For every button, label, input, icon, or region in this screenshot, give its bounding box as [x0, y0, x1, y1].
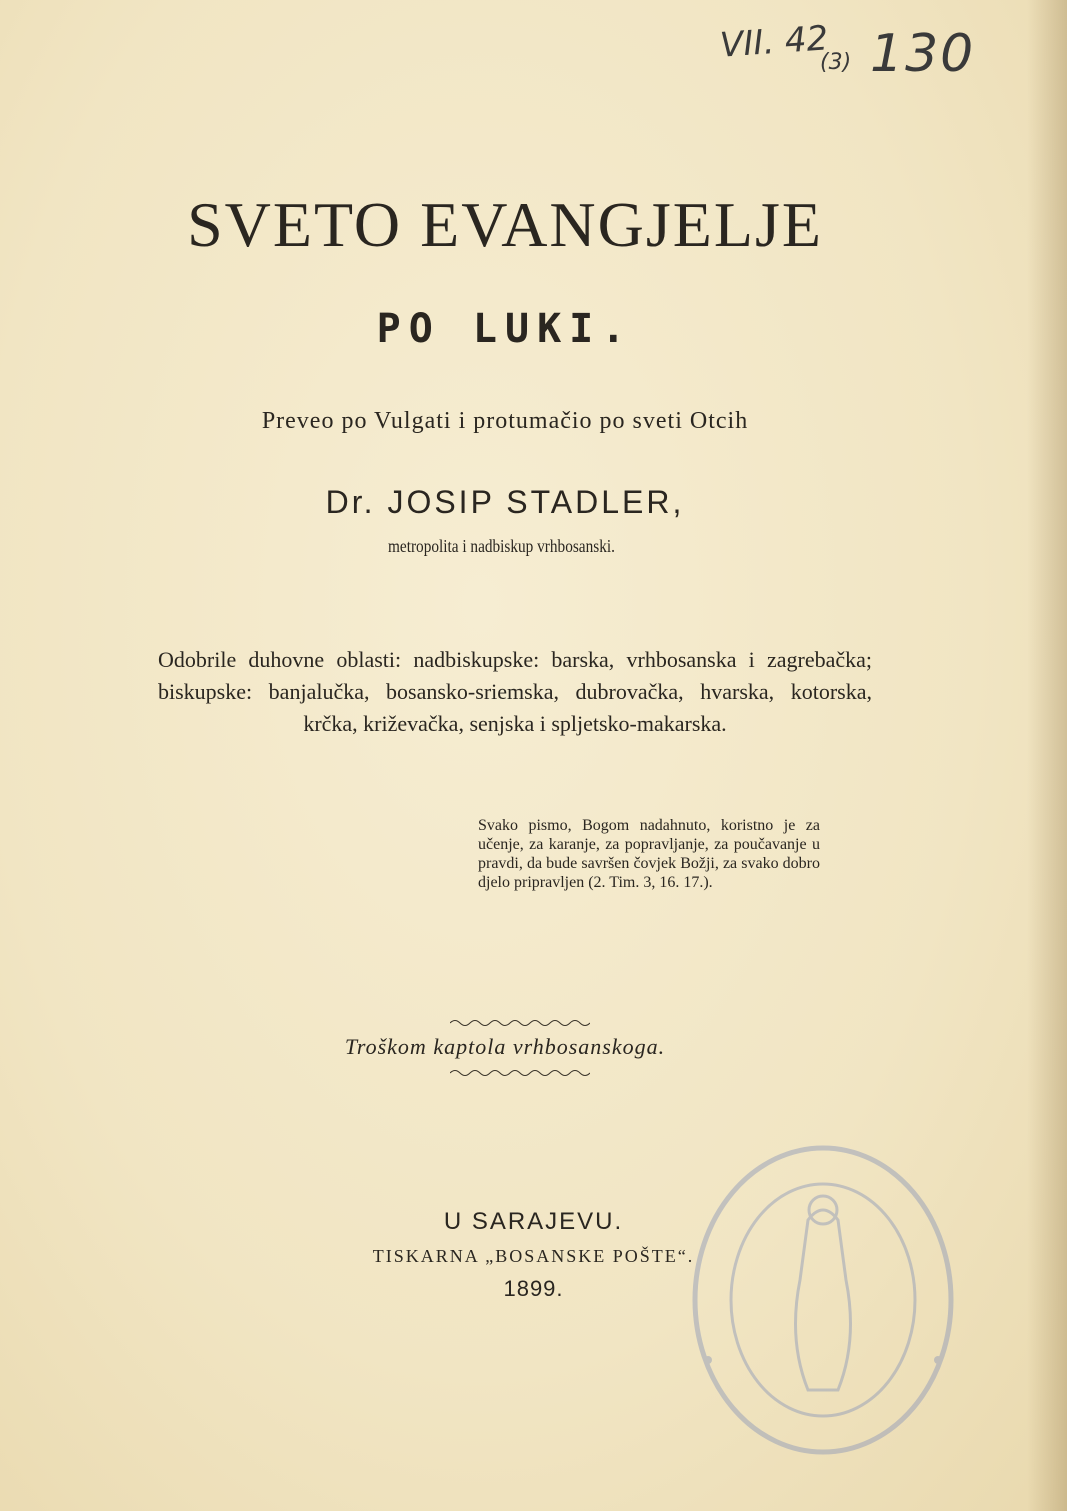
ornament-bottom [450, 1068, 590, 1078]
ornament-top [450, 1018, 590, 1028]
copy-mark: (3) [820, 50, 852, 75]
translation-note: Preveo po Vulgati i protumačio po sveti Otcih [261, 408, 749, 434]
book-title: SVETO EVANGJELJE [187, 189, 823, 260]
epigraph-quote: Svako pismo, Bogom nadahnuto, koristno je za učenje, za karanje, za popravljanje, za poučavanje u pravdi, da bude savršen čovjek Božji, za svako dobro djelo pripravljen (2. Tim. 3, 16. 17.). [478, 817, 820, 891]
inventory-number: 130 [870, 24, 976, 84]
shelf-mark: VII. 42 [718, 18, 830, 66]
handwritten-marks [720, 14, 1050, 94]
imprint-place: U SARAJEVU. [443, 1208, 624, 1235]
book-subtitle: PO LUKI. [376, 306, 634, 352]
author-name: JOSIP STADLER, [387, 484, 685, 520]
funding-note: Troškom kaptola vrhbosanskoga. [344, 1034, 666, 1059]
library-stamp-icon [688, 1140, 958, 1460]
author-prefix: Dr. [325, 484, 376, 520]
approval-text: Odobrile duhovne oblasti: nadbiskupske: barska, vrhbosanska i zagrebačka; biskupske: banjalučka, bosansko-sriemska, dubrovačka, hvarska, kotorska, krčka, križevačka, senjska i spljetsko-makarska. [158, 647, 872, 736]
imprint-year: 1899. [503, 1276, 564, 1301]
author-title: metropolita i nadbiskup vrhbosanski. [388, 536, 615, 556]
imprint-press: TISKARNA „BOSANSKE POŠTE“. [372, 1246, 695, 1266]
author-line [0, 484, 1010, 521]
